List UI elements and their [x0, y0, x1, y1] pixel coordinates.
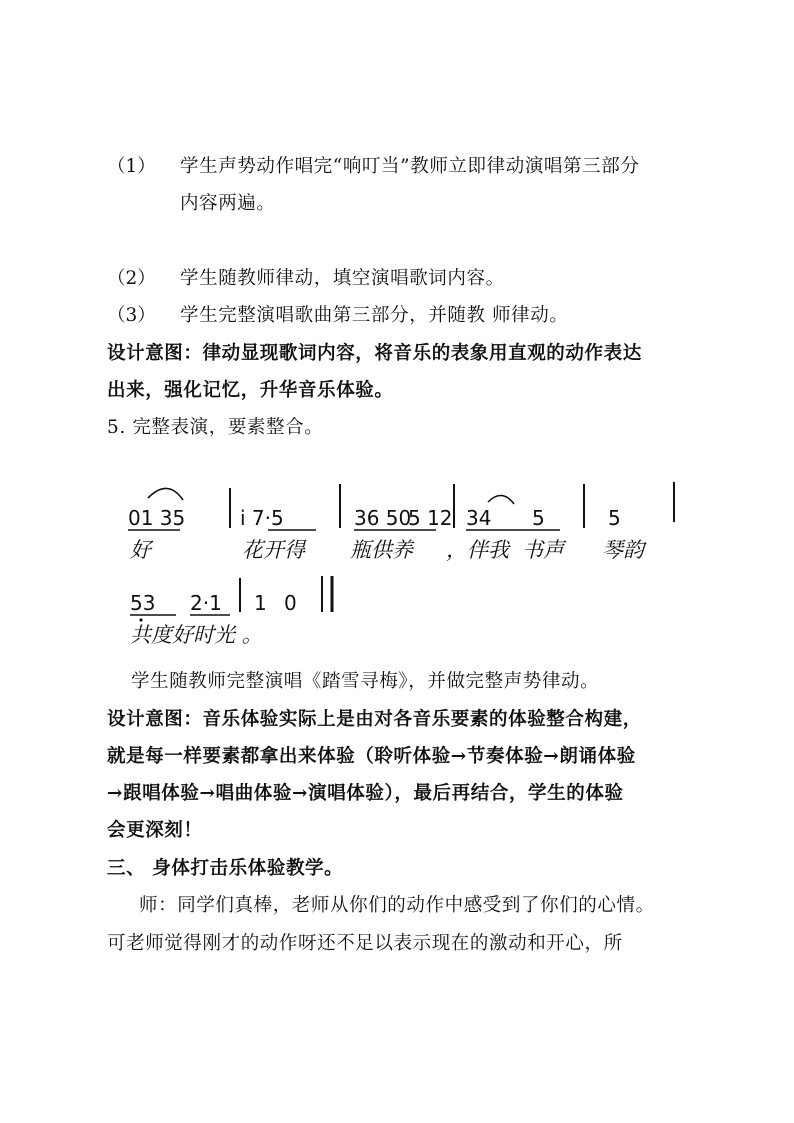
design-intent-1-line-2: 出来，强化记忆，升华音乐体验。: [107, 380, 394, 401]
design-intent-1-line-1: 设计意图：律动显现歌词内容，将音乐的表象用直观的动作表达: [107, 343, 642, 364]
item-3-text: 学生完整演唱歌曲第三部分，并随教 师律动。: [180, 305, 569, 326]
design-intent-2-line-2: 就是每一样要素都拿出来体验（聆听体验→节奏体验→朗诵体验: [107, 746, 636, 767]
score-note-group: 36 50: [354, 506, 412, 530]
item-2-number: （2）: [107, 268, 156, 289]
score-note-group: 01 35: [128, 506, 186, 530]
score-lyric: 好: [130, 538, 151, 562]
score-note-group: 53: [130, 591, 156, 615]
score-lyric: 书声: [522, 538, 564, 562]
score-note-group: 1: [254, 591, 267, 615]
item-1-continuation: 内容两遍。: [180, 193, 276, 214]
music-score-image: [118, 470, 698, 650]
teacher-dialogue-line-1: 师：同学们真棒，老师从你们的动作中感受到了你们的心情。: [139, 895, 655, 916]
score-note-group: 0: [284, 591, 297, 615]
teacher-dialogue-line-2: 可老师觉得刚才的动作呀还不足以表示现在的激动和开心，所: [107, 933, 623, 954]
score-note-group: 5 12: [408, 506, 453, 530]
score-note-group: 34: [466, 506, 492, 530]
score-lyric: 共度好时光 。: [130, 623, 263, 647]
section-5-heading: 5. 完整表演，要素整合。: [107, 417, 324, 438]
section-3-heading: 三、 身体打击乐体验教学。: [107, 858, 344, 879]
score-note-group: 2·1: [190, 591, 222, 615]
score-note-group: 5: [608, 506, 621, 530]
design-intent-2-line-4: 会更深刻！: [107, 820, 203, 841]
score-lyric: ，伴我: [446, 538, 509, 562]
score-note-group: i 7·5: [240, 506, 284, 530]
design-intent-2-line-1: 设计意图：音乐体验实际上是由对各音乐要素的体验整合构建，: [107, 709, 642, 730]
design-intent-2-line-3: →跟唱体验→唱曲体验→演唱体验），最后再结合，学生的体验: [107, 783, 624, 804]
score-lyric: 花开得: [242, 538, 305, 562]
item-2-text: 学生随教师律动，填空演唱歌词内容。: [180, 268, 505, 289]
item-1-number: （1）: [107, 156, 156, 177]
item-3-number: （3）: [107, 305, 156, 326]
score-note-group: 5: [532, 506, 545, 530]
item-1-text: 学生声势动作唱完“响叮当”教师立即律动演唱第三部分: [180, 156, 640, 177]
score-lyric: 瓶供养: [350, 538, 413, 562]
score-lyric: 琴韵: [602, 538, 644, 562]
score-caption: 学生随教师完整演唱《踏雪寻梅》，并做完整声势律动。: [131, 671, 600, 692]
